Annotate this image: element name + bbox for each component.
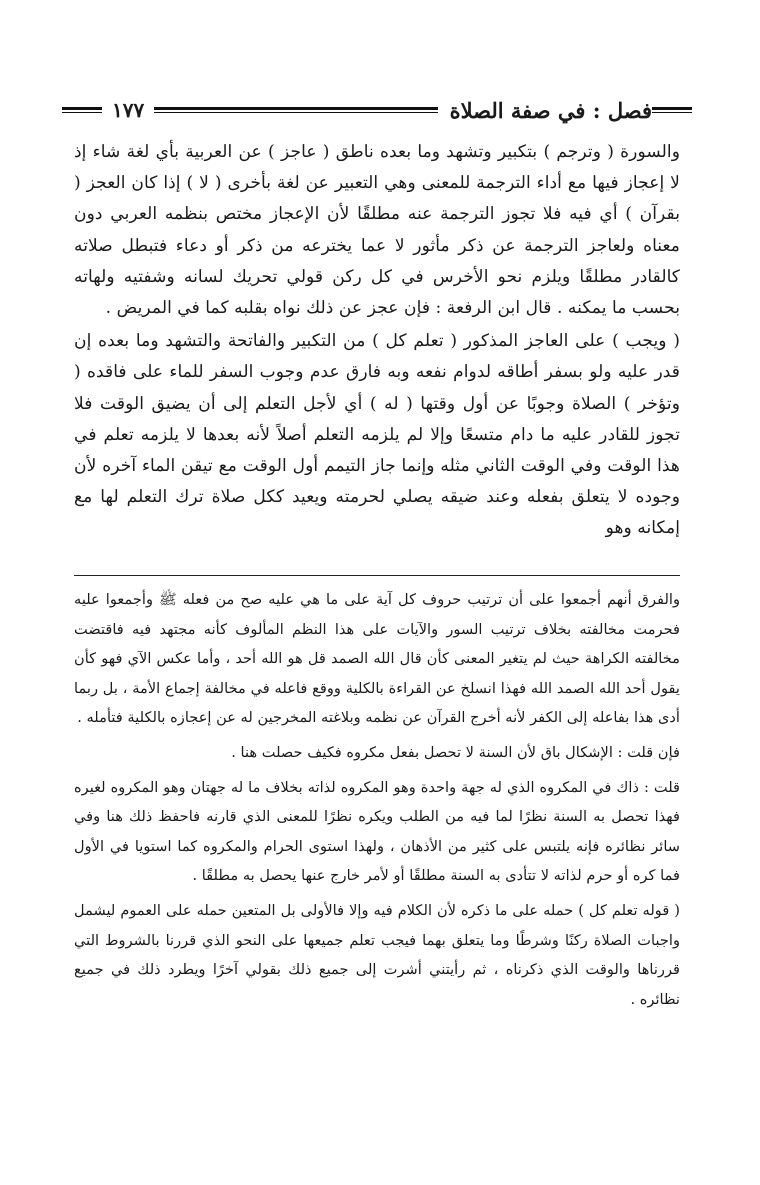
- header-rule-long: [154, 107, 437, 113]
- main-paragraph-1: والسورة ( وترجم ) بتكبير وتشهد وما بعده ناطق ( عاجز ) عن العربية بأي لغة شاء إذ لا إعجاز فيها مع أداء الترجمة للمعنى وهي التعبير عن لغة بأخرى ( لا ) إذا كان العجز ( بقرآن ) أي فيه فلا تجوز الترجمة عنه مطلقًا لأن الإعجاز مختص بنظمه العربي دون معناه ولعاجز الترجمة عن ذكر مأثور لا عما يخترعه من ذكر أو دعاء فتبطل صلاته كالقادر مطلقًا ويلزم نحو الأخرس في كل ركن قولي تحريك لسانه وشفتيه ولهاته بحسب ما يمكنه . قال ابن الرفعة : فإن عجز عن ذلك نواه بقلبه كما في المريض .: [74, 142, 680, 319]
- note-paragraph-2: فإن قلت : الإشكال باق لأن السنة لا تحصل بفعل مكروه فكيف حصلت هنا .: [231, 743, 680, 761]
- note-paragraph-3: قلت : ذاك في المكروه الذي له جهة واحدة وهو المكروه لذاته بخلاف ما له جهتان وهو المكروه لغيره فهذا تحصل به السنة نظرًا لما فيه من الطلب ويكره نظرًا للمعنى الذي قارنه فاحفظ ذلك هنا وفي سائر نظائره فإنه يلتبس على كثير من الأذهان ، ولهذا استوى الحرام والمكروه كما استويا في الأول فما كره أو حرم لذاته لا تتأدى به السنة مطلقًا أو لأمر خارج عنها يحصل به مطلقًا .: [74, 778, 680, 885]
- page-number: ١٧٧: [112, 98, 145, 122]
- header-rule-right: [652, 107, 692, 113]
- main-text: [74, 137, 680, 547]
- commentary-notes: [74, 585, 680, 1019]
- running-header: [62, 92, 692, 128]
- main-paragraph-2: ( ويجب ) على العاجز المذكور ( تعلم كل ) من التكبير والفاتحة والتشهد وما بعده إن قدر عليه ولو بسفر أطاقه لدوام نفعه وبه فارق عدم وجوب السفر للماء على فاقده ( وتؤخر ) الصلاة وجوبًا عن أول وقتها ( له ) أي لأجل التعلم إلى أن يضيق الوقت فلا تجوز للقادر عليه ما دام متسعًا وإلا لم يلزمه التعلم أصلاً لأنه بعدها لا يلزمه تعلم في هذا الوقت وفي الوقت الثاني مثله وإنما جاز التيمم أول الوقت مع تيقن الماء آخره لأن وجوده لا يتعلق بفعله وعند ضيقه يصلي لحرمته ويعيد ككل صلاة ترك التعلم لها مع إمكانه وهو: [74, 331, 680, 539]
- footnote-divider: [74, 575, 680, 576]
- chapter-title: فصل : في صفة الصلاة: [449, 97, 652, 123]
- note-paragraph-1: والفرق أنهم أجمعوا على أن ترتيب حروف كل آية على ما هي عليه صح من فعله ﷺ وأجمعوا عليه فحرمت مخالفته بخلاف ترتيب السور والآيات على هذا النظم المألوف كأنه مجتهد فيه فاقتضت مخالفته الكراهة حيث لم يتغير المعنى كأن قال الله الصمد قل هو الله أحد ، وأما عكس الآي فهو كأن يقول أحد الله الصمد الله فهذا انسلخ عن القراءة بالكلية ووقع فاعله في مخالفة إجماع الأمة ، بل ربما أدى هذا بفاعله إلى الكفر لأنه أخرج القرآن عن نظمه وبلاغته المخرجين له عن إعجازه بالكلية فتأمله .: [74, 591, 680, 727]
- header-rule-left: [62, 107, 102, 113]
- note-paragraph-4: ( قوله تعلم كل ) حمله على ما ذكره لأن الكلام فيه وإلا فالأولى بل المتعين حمله على العموم ليشمل واجبات الصلاة ركنًا وشرطًا وما يتعلق بهما فيجب تعلم جميعها على النحو الذي قررنا بالشروط التي قررناها والوقت الذي ذكرناه ، ثم رأيتني أشرت إلى جميع ذلك بقولي آخرًا ويطرد ذلك في جميع نظائره .: [74, 901, 680, 1008]
